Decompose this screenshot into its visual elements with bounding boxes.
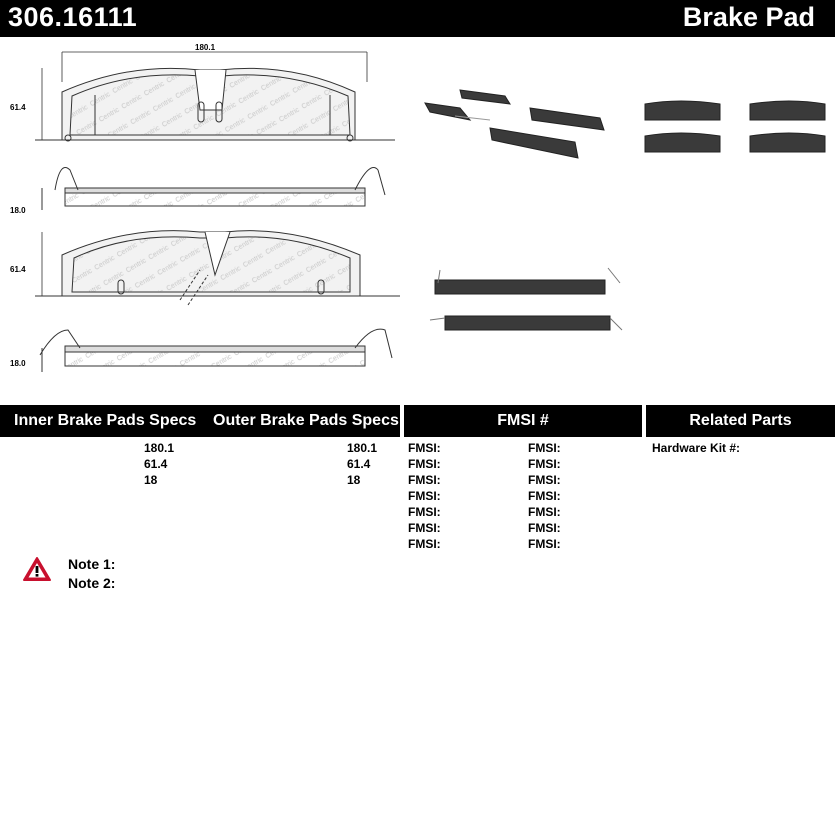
inner-specs-title: Inner Brake Pads Specs: [14, 412, 197, 429]
fmsi-label: FMSI:: [408, 441, 441, 455]
outer-pad-front-view: [35, 231, 400, 305]
dim-thk-bottom-label: 18.0: [10, 359, 26, 368]
pad-set-photo-front: [645, 101, 825, 152]
inner-pad-front-view: [35, 68, 395, 141]
dim-height-bottom-label: 61.4: [10, 265, 26, 274]
hardware-kit-label: Hardware Kit #:: [652, 441, 741, 455]
fmsi-label: FMSI:: [528, 489, 561, 503]
fmsi-title: FMSI #: [497, 412, 549, 429]
doc-title: Brake Pad: [682, 2, 815, 32]
technical-drawing: [0, 40, 835, 405]
fmsi-label: FMSI:: [528, 473, 561, 487]
fmsi-label: FMSI:: [408, 505, 441, 519]
related-title: Related Parts: [689, 412, 792, 429]
fmsi-label: FMSI:: [408, 473, 441, 487]
pad-set-photo-side: [430, 268, 622, 330]
fmsi-label: FMSI:: [528, 441, 561, 455]
fmsi-label: FMSI:: [408, 489, 441, 503]
dim-height-top-label: 61.4: [10, 103, 26, 112]
related-header-bar: [646, 405, 835, 437]
fmsi-label: FMSI:: [408, 521, 441, 535]
fmsi-label: FMSI:: [528, 521, 561, 535]
fmsi-label: FMSI:: [528, 537, 561, 551]
warning-icon: [22, 556, 52, 582]
dim-width-label: 180.1: [195, 43, 216, 52]
note-1: Note 1:: [68, 556, 116, 572]
fmsi-label: FMSI:: [408, 457, 441, 471]
inner-pad-edge-view: [42, 168, 385, 211]
part-number: 306.16111: [8, 2, 138, 32]
dim-thk-top-label: 18.0: [10, 206, 26, 215]
specs-header-bar: [0, 405, 400, 437]
fmsi-header-bar: [404, 405, 642, 437]
pad-set-photo-perspective: [425, 90, 604, 158]
fmsi-label: FMSI:: [528, 457, 561, 471]
outer-specs-title: Outer Brake Pads Specs: [213, 412, 399, 429]
fmsi-label: FMSI:: [408, 537, 441, 551]
fmsi-label: FMSI:: [528, 505, 561, 519]
header-bar: [0, 0, 835, 37]
note-2: Note 2:: [68, 575, 116, 591]
outer-pad-edge-view: [40, 329, 392, 372]
